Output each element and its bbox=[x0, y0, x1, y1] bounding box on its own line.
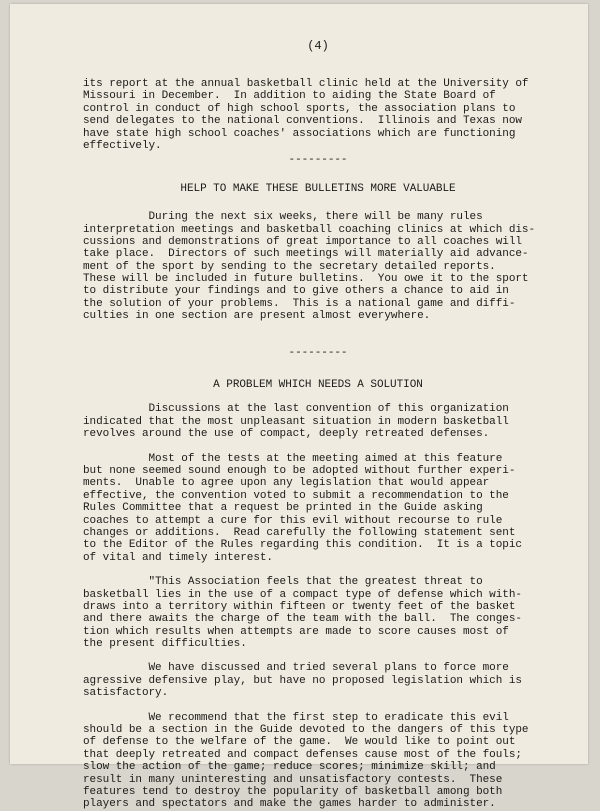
text-line: have state high school coaches' associations which are functioning bbox=[83, 127, 516, 140]
text-line: indicated that the most unpleasant situation in modern basketball bbox=[83, 415, 509, 428]
section-divider: --------- bbox=[288, 346, 348, 359]
text-line: Discussions at the last convention of this organization bbox=[83, 403, 509, 416]
text-line: We recommend that the first step to eradicate this evil bbox=[83, 711, 509, 724]
block-gap bbox=[83, 391, 553, 403]
text-line: changes or additions. Read carefully the following statement sent bbox=[83, 526, 516, 539]
paragraph bbox=[83, 403, 553, 440]
document-content bbox=[83, 66, 553, 811]
block-gap bbox=[83, 650, 553, 662]
text-line: satisfactory. bbox=[83, 687, 169, 700]
text-line: cussions and demonstrations of great importance to all coaches will bbox=[83, 235, 522, 248]
text-line: the present difficulties. bbox=[83, 638, 247, 651]
document-body bbox=[83, 34, 553, 811]
text-line: players and spectators and make the games harder to administer. bbox=[83, 798, 496, 811]
block-gap bbox=[83, 195, 553, 211]
paragraph bbox=[83, 712, 553, 811]
section-heading: A PROBLEM WHICH NEEDS A SOLUTION bbox=[213, 379, 423, 392]
text-line: the solution of your problems. This is a national game and diffi- bbox=[83, 297, 516, 310]
text-line: to distribute your findings and to give others a chance to aid in bbox=[83, 285, 509, 298]
text-line: We have discussed and tried several plans to force more bbox=[83, 662, 509, 675]
block-gap bbox=[83, 359, 553, 379]
text-line: features tend to destroy the popularity of basketball among both bbox=[83, 785, 503, 798]
text-line: result in many uninteresting and unsatisfactory contests. These bbox=[83, 773, 503, 786]
text-line: effectively. bbox=[83, 139, 162, 152]
block-gap bbox=[83, 167, 553, 183]
text-line: ments. Unable to agree upon any legislation that would appear bbox=[83, 477, 490, 490]
text-line: of vital and timely interest. bbox=[83, 551, 273, 564]
text-line: ment of the sport by sending to the secretary detailed reports. bbox=[83, 260, 496, 273]
block-gap bbox=[83, 564, 553, 576]
paragraph bbox=[83, 453, 553, 565]
text-line: revolves around the use of compact, deeply retreated defenses. bbox=[83, 428, 490, 441]
text-line: tion which results when attempts are made to score causes most of bbox=[83, 625, 509, 638]
text-line: Most of the tests at the meeting aimed at this feature bbox=[83, 452, 503, 465]
text-line: its report at the annual basketball clinic held at the University of bbox=[83, 78, 529, 90]
text-line: interpretation meetings and basketball coaching clinics at which dis- bbox=[83, 223, 536, 236]
text-line: but none seemed sound enough to be adopted without further experi- bbox=[83, 464, 516, 477]
block-gap bbox=[83, 700, 553, 712]
block-gap bbox=[83, 441, 553, 453]
text-line: and there awaits the charge of the team with the ball. The conges- bbox=[83, 613, 522, 626]
paragraph bbox=[83, 576, 553, 650]
text-line: send delegates to the national conventions. Illinois and Texas now bbox=[83, 115, 522, 128]
text-line: take place. Directors of such meetings will materially aid advance- bbox=[83, 248, 529, 261]
text-line: These will be included in future bulletins. You owe it to the sport bbox=[83, 273, 529, 286]
text-line: slow the action of the game; reduce scores; minimize skill; and bbox=[83, 761, 496, 774]
text-line: effective, the convention voted to submit a recommendation to the bbox=[83, 489, 509, 502]
text-line: "This Association feels that the greatest threat to bbox=[83, 576, 483, 589]
text-line: basketball lies in the use of a compact type of defense which with- bbox=[83, 588, 522, 601]
section-heading: HELP TO MAKE THESE BULLETINS MORE VALUABLE bbox=[180, 182, 456, 195]
text-line: control in conduct of high school sports, the association plans to bbox=[83, 102, 516, 115]
text-line: to the Editor of the Rules regarding this condition. It is a topic bbox=[83, 539, 522, 552]
text-line: of defense to the welfare of the game. We would like to point out bbox=[83, 736, 516, 749]
page-number: (4) bbox=[307, 39, 329, 53]
text-line: draws into a territory within fifteen or twenty feet of the basket bbox=[83, 600, 516, 613]
text-line: Rules Committee that a request be printed in the Guide asking bbox=[83, 502, 483, 515]
document-page bbox=[10, 4, 588, 811]
paragraph bbox=[83, 211, 553, 323]
paragraph bbox=[83, 662, 553, 699]
text-line: that deeply retreated and compact defenses cause most of the fouls; bbox=[83, 748, 522, 761]
text-line: During the next six weeks, there will be many rules bbox=[83, 211, 483, 224]
block-gap bbox=[83, 323, 553, 347]
text-line: should be a section in the Guide devoted to the dangers of this type bbox=[83, 724, 529, 737]
text-line: Missouri in December. In addition to aiding the State Board of bbox=[83, 90, 496, 103]
paragraph bbox=[83, 78, 553, 152]
section-divider: --------- bbox=[288, 154, 348, 167]
block-gap bbox=[83, 66, 553, 78]
text-line: culties in one section are present almost everywhere. bbox=[83, 310, 431, 323]
text-line: coaches to attempt a cure for this evil without recourse to rule bbox=[83, 514, 503, 527]
text-line: agressive defensive play, but have no proposed legislation which is bbox=[83, 674, 522, 687]
